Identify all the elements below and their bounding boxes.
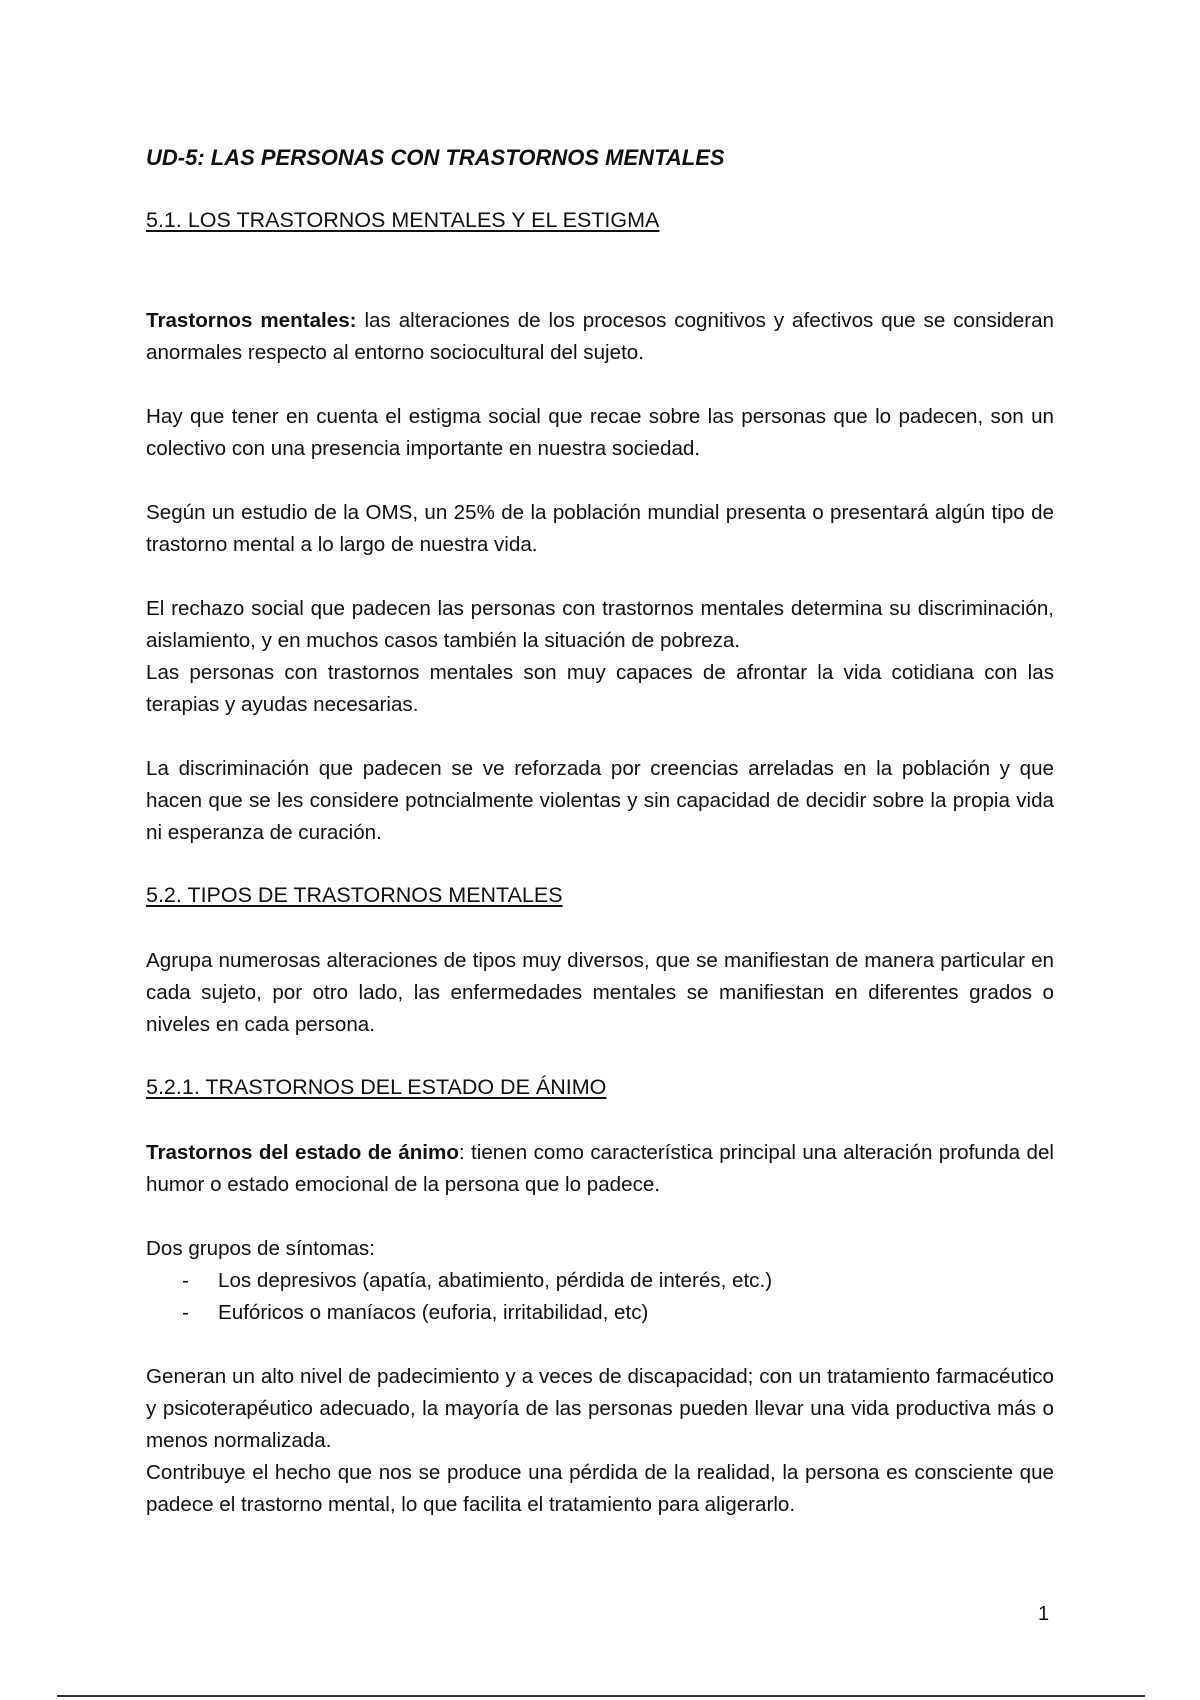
list-dash: - [182,1301,189,1324]
document-title: UD-5: LAS PERSONAS CON TRASTORNOS MENTALES [146,145,725,170]
list-item: - Los depresivos (apatía, abatimiento, pérdida de interés, etc.) [182,1265,1042,1297]
paragraph-agrupa: Agrupa numerosas alteraciones de tipos muy diversos, que se manifiestan de manera particular en cada sujeto, por otro lado, las enfermedades mentales se manifiestan en diferentes grados o niveles en cada persona. [146,949,1054,1036]
section-heading-5-1: 5.1. LOS TRASTORNOS MENTALES Y EL ESTIGMA [146,208,660,232]
term-estado-animo: Trastornos del estado de ánimo [146,1141,459,1164]
paragraph-estigma: Hay que tener en cuenta el estigma social que recae sobre las personas que lo padecen, son un colectivo con una presencia importante en nuestra sociedad. [146,405,1054,460]
footer-divider [57,1695,1145,1697]
term-trastornos-mentales: Trastornos mentales: [146,309,357,332]
paragraph-estado-animo [146,1137,1054,1201]
definition-text: las alteraciones de los procesos cognitivos y afectivos que se consideran anormales respecto al entorno sociocultural del sujeto. [146,309,1054,364]
list-intro: Dos grupos de síntomas: [146,1237,375,1260]
paragraph-definition-trastornos [146,305,1054,369]
paragraph-capaces: Las personas con trastornos mentales son muy capaces de afrontar la vida cotidiana con las terapias y ayudas necesarias. [146,661,1054,716]
list-dash: - [182,1269,189,1292]
paragraph-discriminacion: La discriminación que padecen se ve reforzada por creencias arreladas en la población y que hacen que se les considere potncialmente violentas y sin capacidad de decidir sobre la propia vida ni esperanza de curación. [146,757,1054,844]
section-heading-5-2: 5.2. TIPOS DE TRASTORNOS MENTALES [146,883,563,907]
paragraph-padecimiento: Generan un alto nivel de padecimiento y a veces de discapacidad; con un tratamiento farmacéutico y psicoterapéutico adecuado, la mayoría de las personas pueden llevar una vida productiva más o menos normalizada. [146,1365,1054,1452]
section-heading-5-2-1: 5.2.1. TRASTORNOS DEL ESTADO DE ÁNIMO [146,1075,607,1099]
page-number: 1 [1038,1603,1050,1625]
estado-animo-text: : tienen como característica principal una alteración profunda del humor o estado emocional de la persona que lo padece. [146,1141,1055,1196]
paragraph-rechazo-social: El rechazo social que padecen las personas con trastornos mentales determina su discriminación, aislamiento, y en muchos casos también la situación de pobreza. [146,597,1054,652]
paragraph-oms: Según un estudio de la OMS, un 25% de la población mundial presenta o presentará algún tipo de trastorno mental a lo largo de nuestra vida. [146,501,1054,556]
paragraph-contribuye: Contribuye el hecho que nos se produce una pérdida de la realidad, la persona es consciente que padece el trastorno mental, lo que facilita el tratamiento para aligerarlo. [146,1461,1054,1516]
symptom-list [182,1265,1042,1329]
list-item: - Eufóricos o maníacos (euforia, irritabilidad, etc) [182,1297,1042,1329]
